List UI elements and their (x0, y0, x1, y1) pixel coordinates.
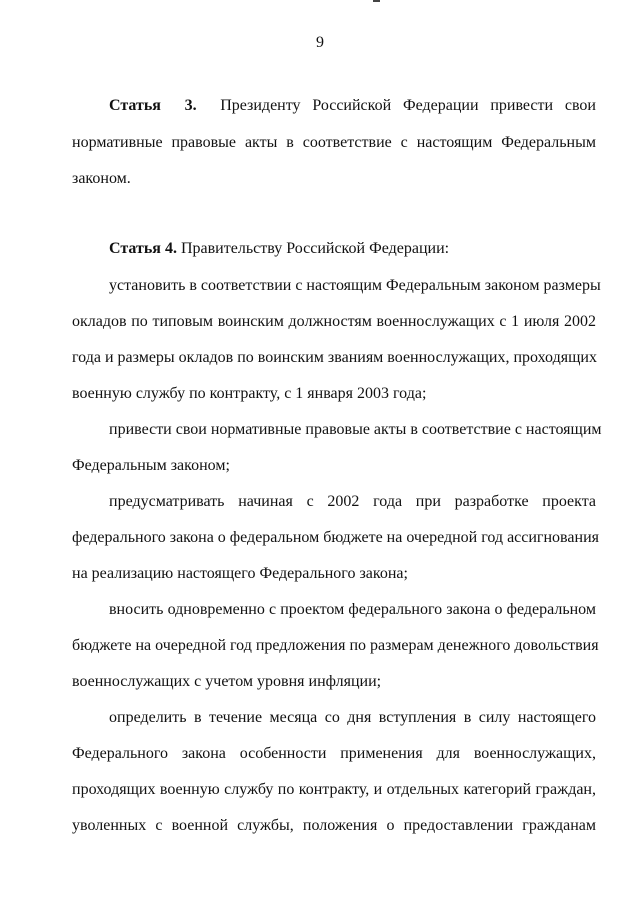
scan-artifact-mark (373, 0, 380, 2)
paragraph-line: вносить одновременно с проектом федерального закона о федеральном (109, 601, 596, 618)
paragraph-line: Федерального закона особенности применения для военнослужащих, (72, 745, 596, 762)
article-4-label: Статья 4. (109, 240, 177, 257)
page-number: 9 (316, 34, 324, 51)
article-3-text: Президенту Российской Федерации привести свои (220, 97, 596, 114)
article-3-line: законом. (72, 170, 131, 187)
paragraph-line: бюджете на очередной год предложения по размерам денежного довольствия (72, 637, 599, 654)
paragraph-line: установить в соответствии с настоящим Федеральным законом размеры (109, 277, 601, 294)
paragraph-line: привести свои нормативные правовые акты в соответствие с настоящим (109, 421, 602, 438)
paragraph-line: уволенных с военной службы, положения о предоставлении гражданам (72, 817, 596, 834)
paragraph-line: года и размеры окладов по воинским званиям военнослужащих, проходящих (72, 349, 597, 366)
paragraph-line: определить в течение месяца со дня вступления в силу настоящего (109, 709, 596, 726)
paragraph-line: проходящих военную службу по контракту, и отдельных категорий граждан, (72, 781, 596, 798)
article-3-first-line (109, 96, 596, 116)
article-4-heading (109, 239, 596, 259)
paragraph-line: военнослужащих с учетом уровня инфляции; (72, 673, 382, 690)
article-4-intro: Правительству Российской Федерации: (180, 240, 450, 257)
paragraph-line: Федеральным законом; (72, 457, 230, 474)
paragraph-line: на реализацию настоящего Федерального закона; (72, 565, 408, 582)
paragraph-line: федерального закона о федеральном бюджете на очередной год ассигнования (72, 529, 599, 546)
paragraph-line: предусматривать начиная с 2002 года при разработке проекта (109, 493, 596, 510)
paragraph-line: окладов по типовым воинским должностям военнослужащих с 1 июля 2002 (72, 313, 596, 330)
article-3-label: Статья (109, 97, 161, 114)
article-3-number: 3. (184, 97, 197, 114)
article-3-line: нормативные правовые акты в соответствие с настоящим Федеральным (72, 134, 596, 151)
paragraph-line: военную службу по контракту, с 1 января 2003 года; (72, 385, 427, 402)
